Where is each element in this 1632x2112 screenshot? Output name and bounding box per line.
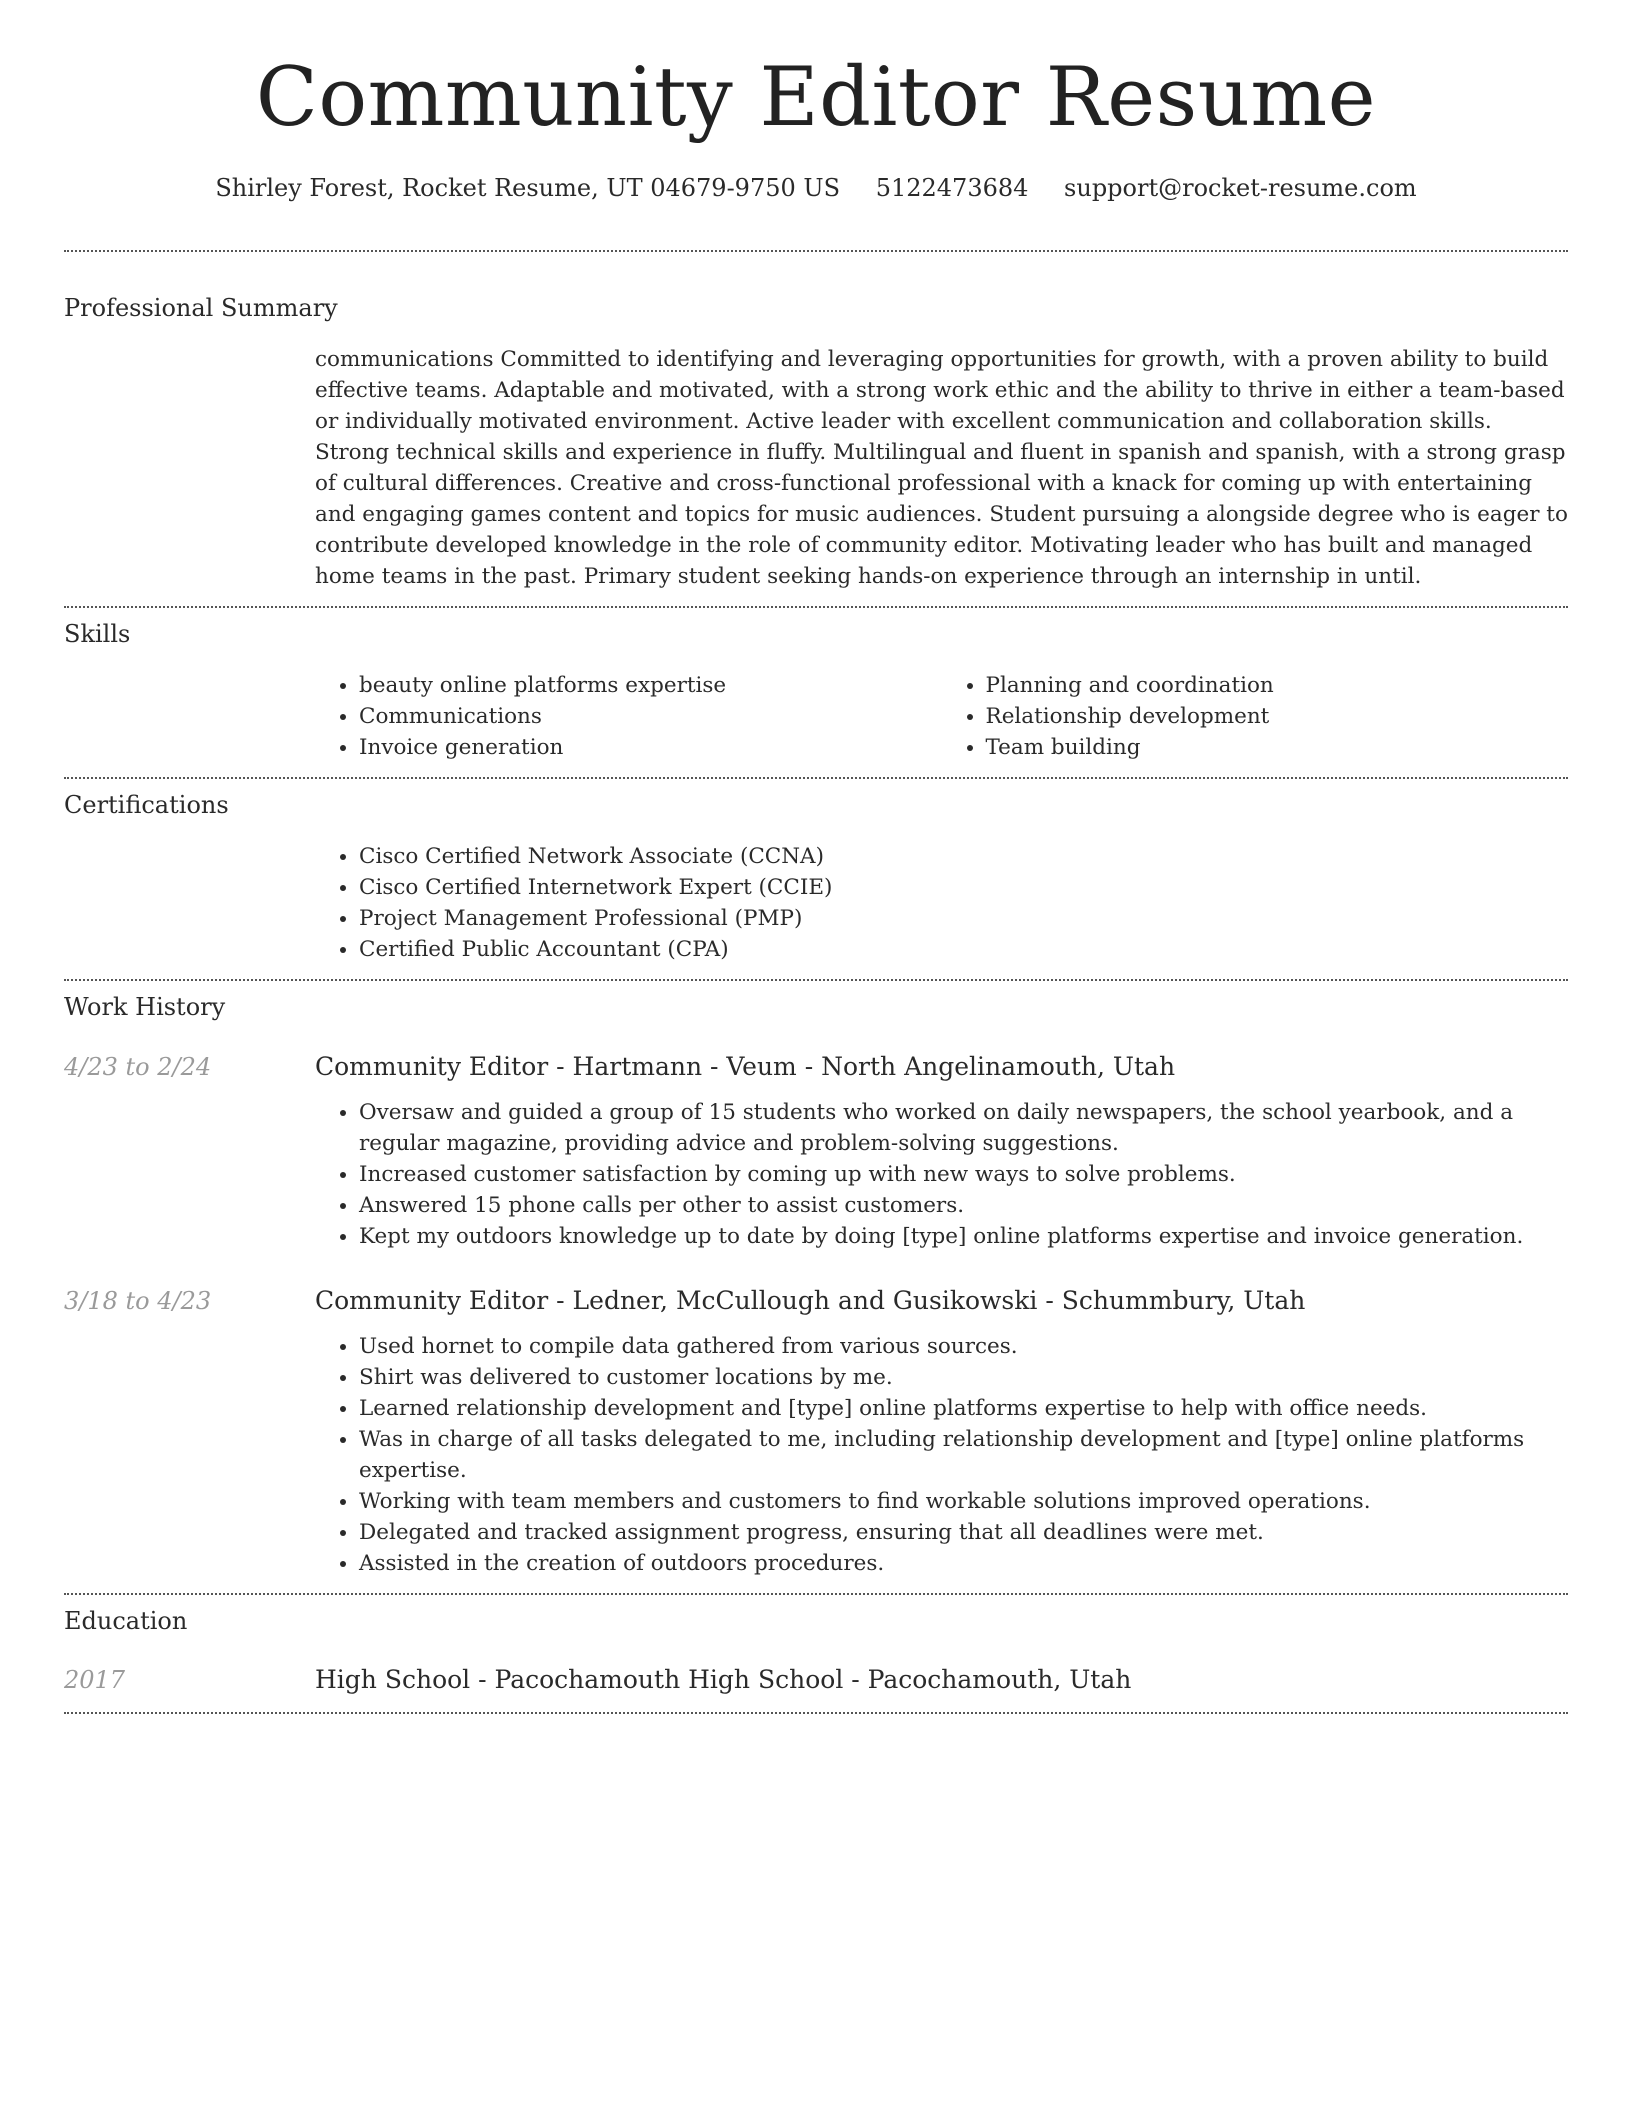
resume-title: Community Editor Resume: [255, 51, 1377, 145]
education-year: 2017: [64, 1666, 126, 1694]
section-heading: Work History: [64, 993, 226, 1021]
job-entry: [64, 1285, 1568, 1593]
skill-item: • Relationship development: [986, 701, 1569, 732]
job-body: [315, 1285, 1568, 1579]
job-bullet: • Used hornet to compile data gathered from various sources.: [359, 1331, 1568, 1362]
education-title: High School - Pacochamouth High School - Pacochamouth, Utah: [315, 1665, 1132, 1694]
contact-address: Shirley Forest, Rocket Resume, UT 04679-9750 US: [215, 174, 841, 202]
job-bullet: • Assisted in the creation of outdoors procedures.: [359, 1548, 1568, 1579]
section-heading: Skills: [64, 620, 131, 648]
work-history-section: [64, 981, 1568, 1593]
skill-item: • beauty online platforms expertise: [359, 670, 942, 701]
skills-list-left: [315, 670, 942, 763]
certifications-list: [315, 821, 1568, 979]
job-bullet: • Shirt was delivered to customer locations by me.: [359, 1362, 1568, 1393]
job-bullet: • Kept my outdoors knowledge up to date by doing [type] online platforms expertise and invoice generation.: [359, 1221, 1568, 1252]
job-bullet: • Was in charge of all tasks delegated to me, including relationship development and [type] online platforms expertise.: [359, 1424, 1568, 1486]
certifications-section: [64, 779, 1568, 979]
skill-item: • Invoice generation: [359, 732, 942, 763]
education-body: [315, 1664, 1568, 1696]
job-bullet: • Oversaw and guided a group of 15 students who worked on daily newspapers, the school yearbook, and a regular magazine, providing advice and problem-solving suggestions.: [359, 1097, 1568, 1159]
job-bullets: [315, 1097, 1568, 1252]
section-heading: Certifications: [64, 791, 229, 819]
contact-phone: 5122473684: [875, 174, 1029, 202]
job-title: Community Editor - Hartmann - Veum - North Angelinamouth, Utah: [315, 1052, 1176, 1081]
education-entry: [64, 1664, 1568, 1712]
skill-item: • Planning and coordination: [986, 670, 1569, 701]
job-bullet: • Delegated and tracked assignment progress, ensuring that all deadlines were met.: [359, 1517, 1568, 1548]
job-bullet: • Answered 15 phone calls per other to assist customers.: [359, 1190, 1568, 1221]
summary-text: communications Committed to identifying and leveraging opportunities for growth, with a proven ability to build effective teams. Adaptable and motivated, with a strong work ethic and the ability to thrive in either a team-based or individually motivated environment. Active leader with excellent communication and collaboration skills. Strong technical skills and experience in fluffy. Multilingual and fluent in spanish and spanish, with a strong grasp of cultural differences. Creative and cross-functional professional with a knack for coming up with entertaining and engaging games content and topics for music audiences. Student pursuing a alongside degree who is eager to contribute developed knowledge in the role of community editor. Motivating leader who has built and managed home teams in the past. Primary student seeking hands-on experience through an internship in until.: [315, 347, 1568, 589]
job-body: [315, 1051, 1568, 1252]
certification-item: • Cisco Certified Network Associate (CCNA): [359, 841, 1568, 872]
job-title: Community Editor - Ledner, McCullough and Gusikowski - Schummbury, Utah: [315, 1286, 1306, 1315]
skills-list-right: [942, 670, 1569, 763]
skill-item: • Team building: [986, 732, 1569, 763]
skills-section: [64, 608, 1568, 777]
contact-email: support@rocket-resume.com: [1064, 174, 1417, 202]
job-bullet: • Working with team members and customers to find workable solutions improved operations.: [359, 1486, 1568, 1517]
section-heading: Professional Summary: [64, 294, 338, 322]
certification-item: • Project Management Professional (PMP): [359, 903, 1568, 934]
certifications-content: [315, 821, 1568, 979]
skill-item: • Communications: [359, 701, 942, 732]
job-entry: [64, 1051, 1568, 1252]
job-dates: 3/18 to 4/23: [64, 1287, 212, 1315]
skills-grid: [315, 650, 1568, 777]
section-heading: Education: [64, 1607, 188, 1635]
job-bullet: • Increased customer satisfaction by coming up with new ways to solve problems.: [359, 1159, 1568, 1190]
job-bullet: • Learned relationship development and [type] online platforms expertise to help with office needs.: [359, 1393, 1568, 1424]
certification-item: • Cisco Certified Internetwork Expert (CCIE): [359, 872, 1568, 903]
job-dates: 4/23 to 2/24: [64, 1053, 212, 1081]
education-section: [64, 1595, 1568, 1712]
job-bullets: [315, 1331, 1568, 1579]
summary-section: [64, 252, 1568, 606]
divider: [64, 1712, 1568, 1714]
certification-item: • Certified Public Accountant (CPA): [359, 934, 1568, 965]
contact-line: [64, 172, 1568, 204]
